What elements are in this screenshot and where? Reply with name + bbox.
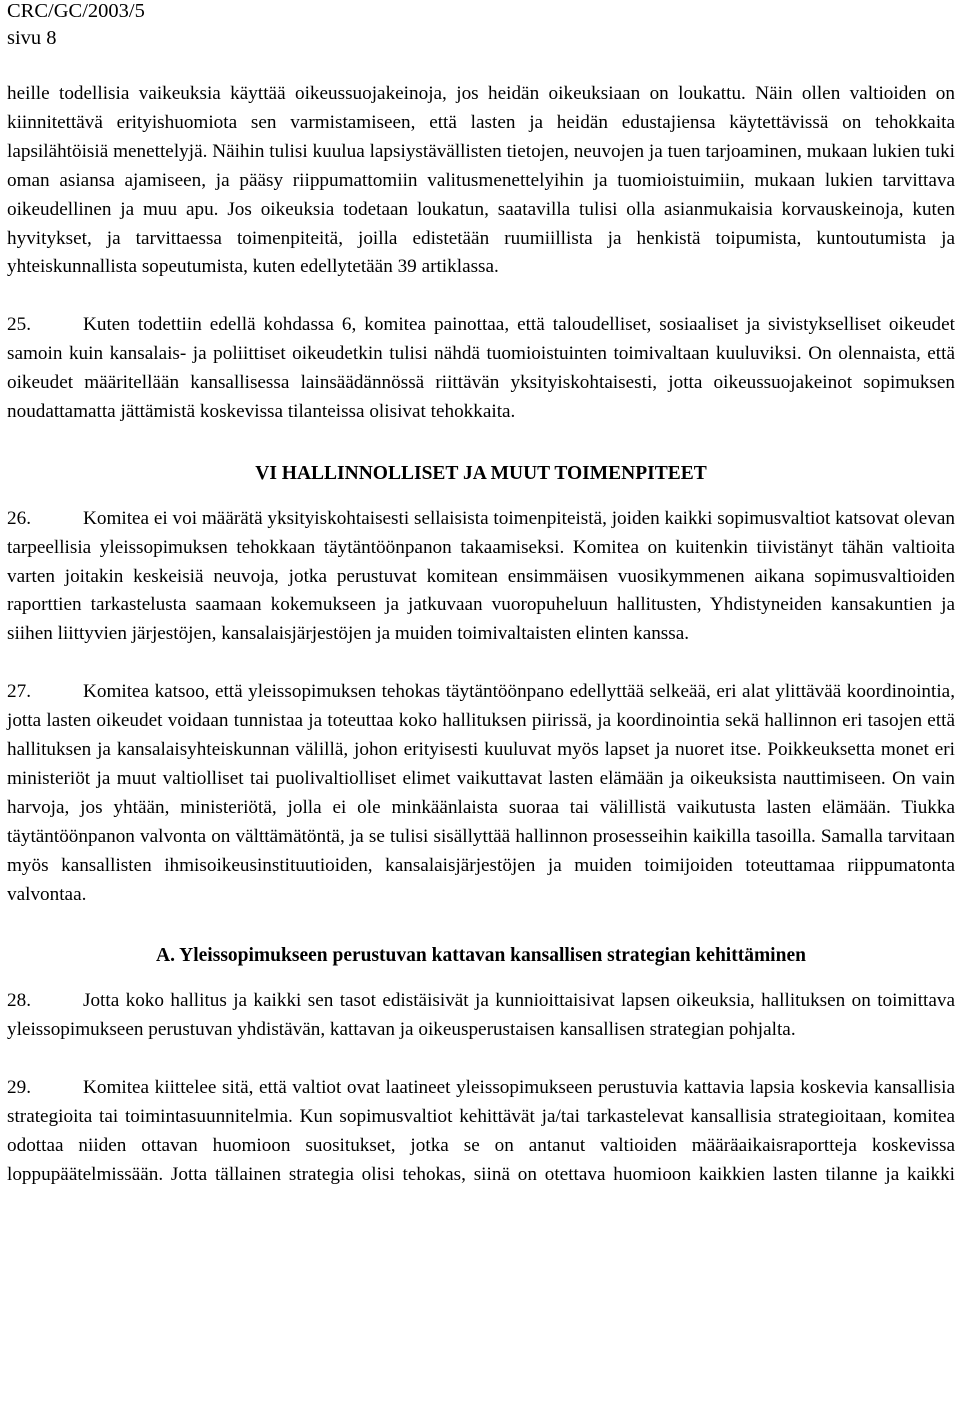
- paragraph-number: 28.: [7, 990, 31, 1012]
- document-id: CRC/GC/2003/5: [7, 0, 145, 22]
- continuation-paragraph: heille todellisia vaikeuksia käyttää oikeussuojakeinoja, jos heidän oikeuksiaan on loukattu. Näin ollen valtioiden on kiinnitettävä erityishuomiota sen varmistamiseen, että lasten ja heidän edustajiensa käytettävissä on tehokkaita lapsilähtöisiä menettelyjä. Näihin tulisi kuulua lapsiystävällisten tietojen, neuvojen ja tuen tarjoaminen, mukaan lukien tuki oman asiansa ajamiseen, ja pääsy riippumattomiin valitusmenettelyihin ja tuomioistuimiin, mukaan lukien tarvittava oikeudellinen ja muu apu. Jos oikeuksia todetaan loukatun, saatavilla tulisi olla asianmukaisia korvauskeinoja, kuten hyvitykset, ja tarvittaessa toimenpiteitä, joilla edistetään ruumiillista ja henkistä toipumista, kuntoutumista ja yhteiskunnallista sopeutumista, kuten edellytetään 39 artiklassa.: [7, 83, 955, 278]
- paragraph-number: 29.: [7, 1077, 31, 1099]
- paragraph-text: Komitea kiittelee sitä, että valtiot ovat laatineet yleissopimukseen perustuvia kattavia lapsia koskevia kansallisia strategioita tai toimintasuunnitelmia. Kun sopimusvaltiot kehittävät ja/tai tarkastelevat kansallisia strategioitaan, komitea odottaa niiden ottavan huomioon suositukset, jotka se on antanut valtioiden määräaikaisraporttеja koskevissa loppupäätelmissään. Jotta tällainen strategia olisi tehokas, siinä on otettava huomioon kaikkien lasten tilanne ja kaikki: [7, 1077, 955, 1185]
- page-number: sivu 8: [7, 27, 57, 49]
- paragraph-text: Komitea katsoo, että yleissopimuksen tehokas täytäntöönpano edellyttää selkeää, eri alat ylittävää koordinointia, jotta lasten oikeudet voidaan tunnistaa ja toteuttaa koko hallituksen piirissä, ja koordinointia sekä hallinnon eri tasojen että hallituksen ja kansalaisyhteiskunnan välillä, johon erityisesti kuuluvat myös lapset ja nuoret itse. Poikkeuksetta monet eri ministeriöt ja muut valtiolliset tai puolivaltiolliset elimet vaikuttavat lasten elämään ja oikeuksista nauttimiseen. On vain harvoja, jos yhtään, ministeriötä, jolla ei ole minkäänlaista suoraa tai välillistä vaikutusta lasten elämään. Tiukka täytäntöönpanon valvonta on välttämätöntä, ja se tulisi sisällyttää hallinnon prosesseihin kaikilla tasoilla. Samalla tarvitaan myös kansallisten ihmisoikeusinstituutioiden, kansalaisjärjestöjen ja muiden toimijoiden toteuttamaa riippumatonta valvontaa.: [7, 681, 955, 905]
- paragraph-25: [7, 311, 955, 427]
- paragraph-text: Komitea ei voi määrätä yksityiskohtaisesti sellaisista toimenpiteistä, joiden kaikki sopimusvaltiot katsovat olevan tarpeellisia yleissopimuksen tehokkaan täytäntöönpanon takaamiseksi. Komitea on kuitenkin tiivistänyt tähän valtioita varten joitakin keskeisiä neuvoja, jotka perustuvat komitean ensimmäisen vuosikymmenen aikana sopimusvaltioiden raporttien tarkastelusta saamaan kokemukseen ja jatkuvaan vuoropuheluun hallitusten, Yhdistyneiden kansakuntien ja siihen liittyvien järjestöjen, kansalaisjärjestöjen ja muiden toimivaltaisten elinten kanssa.: [7, 507, 955, 645]
- paragraph-text: Kuten todettiin edellä kohdassa 6, komitea painottaa, että taloudelliset, sosiaaliset ja sivistykselliset oikeudet samoin kuin kansalais- ja poliittiset oikeudetkin tulisi nähdä tuomioistuinten toimivaltaan kuuluviksi. On olennaista, että oikeudet määritellään kansallisessa lainsäädännössä riittävän yksityiskohtaisesti, jotta oikeussuojakeinot sopimuksen noudattamatta jättämistä koskevissa tilanteissa olisivat tehokkaita.: [7, 314, 955, 422]
- paragraph-number: 25.: [7, 314, 31, 336]
- paragraph-27: [7, 678, 955, 909]
- paragraph-28: [7, 987, 955, 1045]
- paragraph-29: [7, 1074, 955, 1190]
- paragraph-number: 26.: [7, 507, 31, 529]
- paragraph-number: 27.: [7, 681, 31, 703]
- subsection-heading-a: A. Yleissopimukseen perustuvan kattavan kansallisen strategian kehittäminen: [156, 945, 806, 967]
- paragraph-text: Jotta koko hallitus ja kaikki sen tasot edistäisivät ja kunnioittaisivat lapsen oikeuksia, hallituksen on toimittava yleissopimukseen perustuvan yhdistävän, kattavan ja oikeusperustaisen kansallisen strategian pohjalta.: [7, 990, 955, 1041]
- paragraph-26: [7, 505, 955, 650]
- section-heading-vi: VI HALLINNOLLISET JA MUUT TOIMENPITEET: [255, 462, 707, 484]
- page-header: [7, 0, 145, 52]
- document-body: [7, 80, 955, 1219]
